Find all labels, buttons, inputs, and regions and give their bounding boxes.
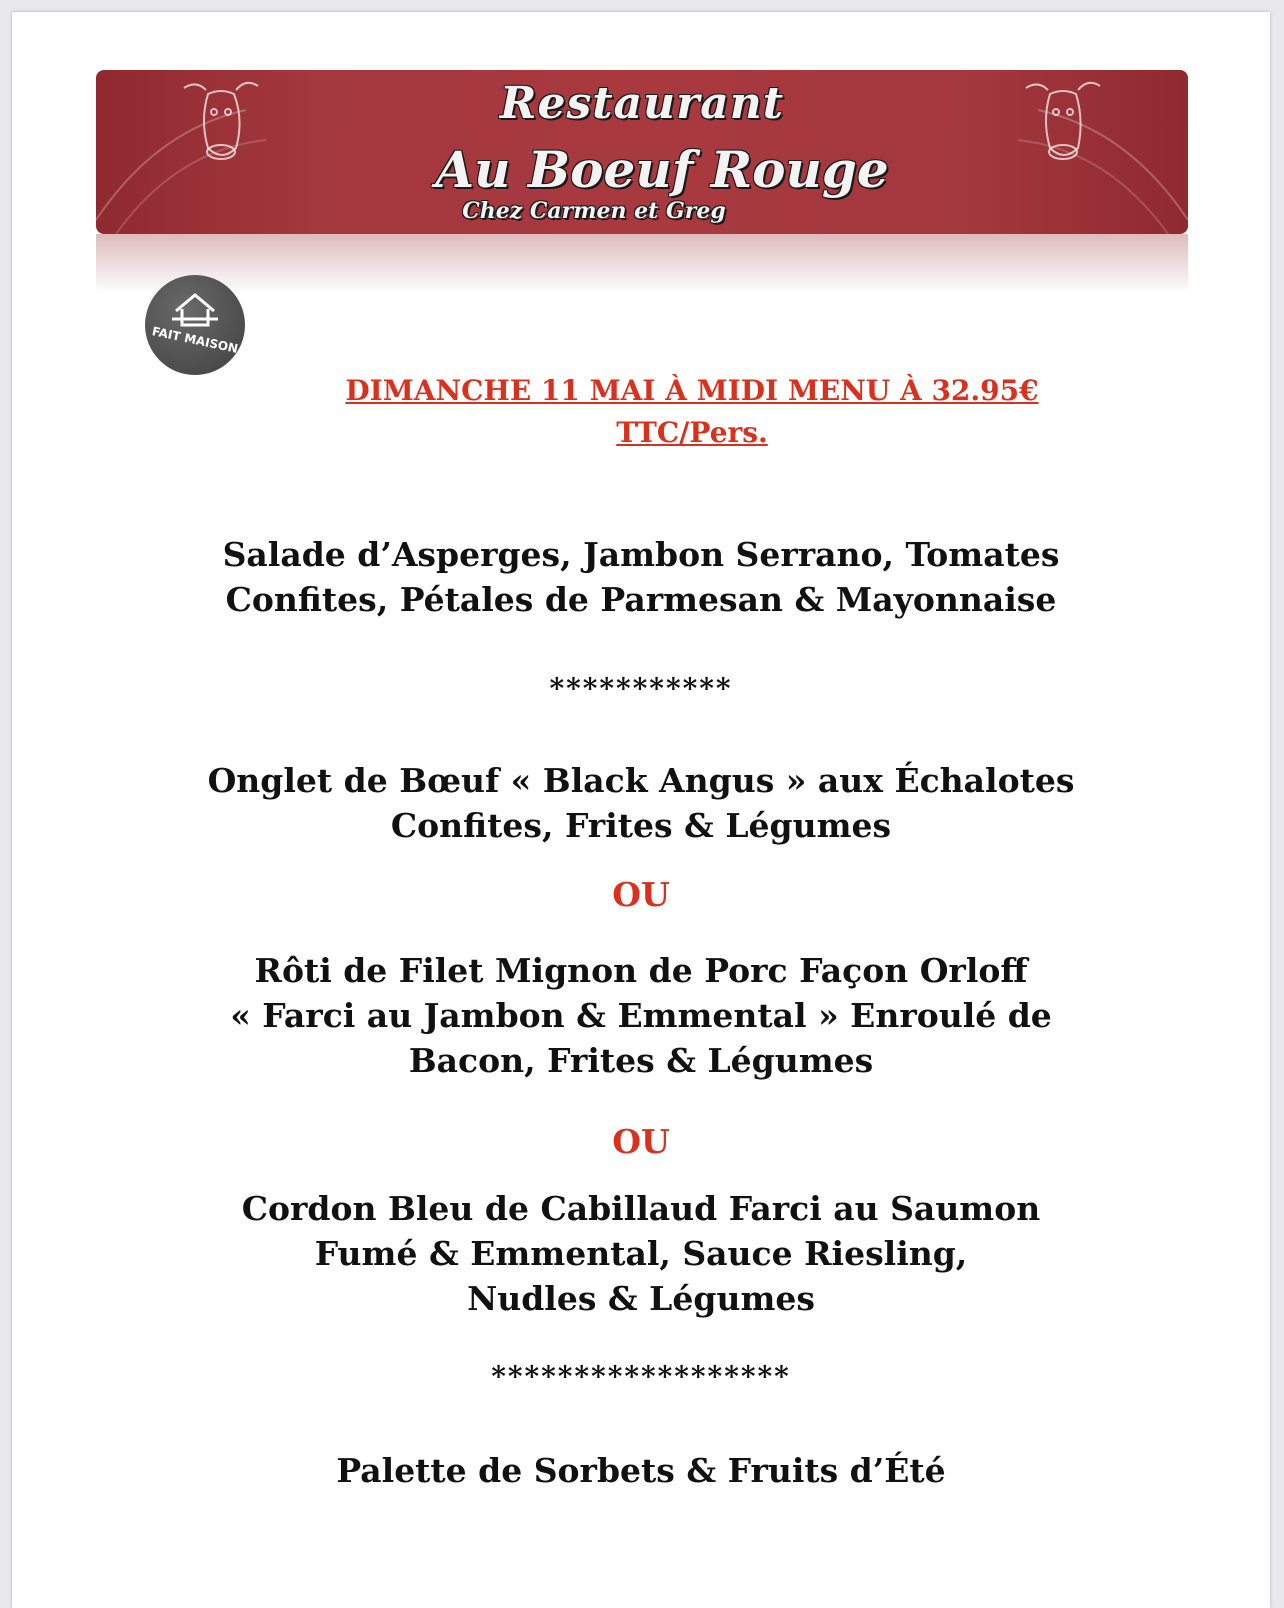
separator-2: ****************** (491, 1360, 791, 1393)
restaurant-title-line2: Au Boeuf Rouge (435, 140, 889, 199)
menu-page (12, 12, 1270, 1608)
main2-line2: « Farci au Jambon & Emmental » Enroulé de (230, 996, 1052, 1035)
headline-line2: TTC/Pers. (616, 416, 768, 449)
banner-reflection (96, 234, 1188, 294)
dessert-dish: Palette de Sorbets & Fruits d’Été (336, 1451, 946, 1490)
main2-line1: Rôti de Filet Mignon de Porc Façon Orloff (254, 951, 1028, 990)
main-dish-3 (12, 1186, 1270, 1321)
fait-maison-badge (145, 275, 245, 375)
main-dish-1 (12, 758, 1270, 848)
main-dish-2 (12, 948, 1270, 1083)
main1-line2: Confites, Frites & Légumes (390, 806, 892, 845)
main3-line3: Nudles & Légumes (467, 1279, 815, 1318)
or-separator-2: OU (612, 1122, 670, 1161)
menu-headline (302, 370, 1082, 454)
restaurant-subtitle: Chez Carmen et Greg (462, 198, 726, 224)
main3-line2: Fumé & Emmental, Sauce Riesling, (314, 1234, 968, 1273)
badge-label: FAIT MAISON (150, 324, 240, 356)
starter-line2: Confites, Pétales de Parmesan & Mayonnaise (225, 580, 1057, 619)
headline-line1: DIMANCHE 11 MAI À MIDI MENU À 32.95€ (345, 374, 1039, 407)
main2-line3: Bacon, Frites & Légumes (408, 1041, 874, 1080)
main1-line1: Onglet de Bœuf « Black Angus » aux Échalotes (207, 761, 1075, 800)
starter-line1: Salade d’Asperges, Jambon Serrano, Tomates (222, 535, 1060, 574)
starter-dish (12, 532, 1270, 622)
restaurant-title-line1: Restaurant (499, 78, 785, 129)
separator-1: *********** (549, 672, 733, 705)
house-icon (170, 289, 220, 333)
restaurant-banner (96, 70, 1188, 234)
or-separator-1: OU (612, 875, 670, 914)
main3-line1: Cordon Bleu de Cabillaud Farci au Saumon (241, 1189, 1041, 1228)
